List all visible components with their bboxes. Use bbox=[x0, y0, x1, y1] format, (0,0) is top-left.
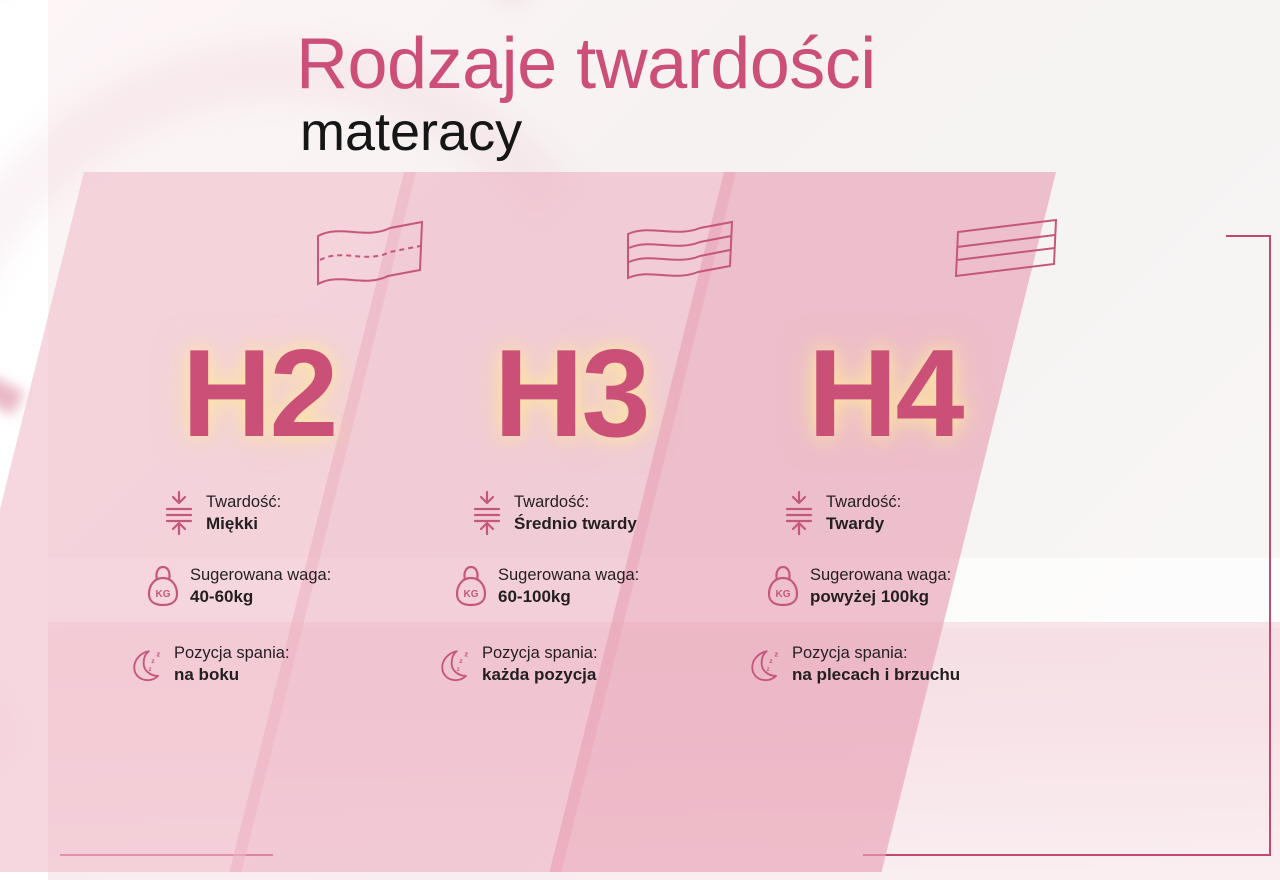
compression-arrows-icon bbox=[782, 490, 816, 536]
spec-label: Twardość: bbox=[826, 492, 902, 511]
spec-value: Miękki bbox=[206, 513, 258, 533]
spec-hardness-h4 bbox=[782, 490, 901, 536]
kettlebell-kg-icon bbox=[146, 564, 180, 608]
svg-text:z: z bbox=[151, 658, 155, 666]
page-title bbox=[296, 24, 876, 162]
spec-value: na boku bbox=[174, 664, 240, 684]
svg-text:z: z bbox=[156, 649, 161, 659]
svg-text:z: z bbox=[769, 658, 773, 666]
svg-text:z: z bbox=[464, 649, 469, 659]
spec-position-h4 bbox=[748, 642, 960, 686]
title-line-primary: Rodzaje twardości bbox=[296, 24, 876, 104]
spec-value: każda pozycja bbox=[482, 664, 597, 684]
spec-weight-h3 bbox=[454, 564, 639, 608]
spec-label: Sugerowana waga: bbox=[498, 565, 640, 584]
spec-hardness-h3 bbox=[470, 490, 637, 536]
kettlebell-kg-icon bbox=[766, 564, 800, 608]
spec-value: Twardy bbox=[826, 513, 885, 533]
hardness-code-h2: H2 bbox=[182, 325, 337, 463]
svg-text:z: z bbox=[774, 649, 779, 659]
kettlebell-kg-icon bbox=[454, 564, 488, 608]
svg-text:z: z bbox=[766, 666, 770, 673]
compression-arrows-icon bbox=[470, 490, 504, 536]
column-h4[interactable] bbox=[766, 172, 1110, 872]
title-line-secondary: materacy bbox=[300, 102, 523, 162]
compression-arrows-icon bbox=[162, 490, 196, 536]
spec-weight-h2 bbox=[146, 564, 331, 608]
spec-value: powyżej 100kg bbox=[810, 586, 930, 606]
spec-value: na plecach i brzuchu bbox=[792, 664, 961, 684]
spec-label: Pozycja spania: bbox=[792, 643, 908, 662]
hardness-code-h4: H4 bbox=[808, 325, 963, 463]
mattress-medium-icon bbox=[620, 214, 738, 303]
spec-value: 40-60kg bbox=[190, 586, 254, 606]
spec-weight-h4 bbox=[766, 564, 951, 608]
spec-label: Sugerowana waga: bbox=[190, 565, 332, 584]
moon-zzz-icon bbox=[130, 642, 164, 686]
spec-position-h2 bbox=[130, 642, 290, 686]
moon-zzz-icon bbox=[748, 642, 782, 686]
svg-text:KG: KG bbox=[155, 589, 171, 600]
spec-value: Średnio twardy bbox=[514, 513, 637, 533]
svg-text:KG: KG bbox=[463, 589, 479, 600]
mattress-soft-icon bbox=[310, 214, 428, 303]
svg-text:z: z bbox=[459, 658, 463, 666]
svg-text:z: z bbox=[456, 666, 460, 673]
spec-label: Sugerowana waga: bbox=[810, 565, 952, 584]
moon-zzz-icon bbox=[438, 642, 472, 686]
spec-value: 60-100kg bbox=[498, 586, 571, 606]
svg-text:z: z bbox=[148, 666, 152, 673]
hardness-code-h3: H3 bbox=[494, 325, 649, 463]
mattress-firm-icon bbox=[948, 214, 1066, 303]
spec-label: Pozycja spania: bbox=[174, 643, 290, 662]
svg-text:KG: KG bbox=[775, 589, 791, 600]
spec-hardness-h2 bbox=[162, 490, 281, 536]
column-h2[interactable] bbox=[130, 172, 470, 872]
column-h3[interactable] bbox=[448, 172, 788, 872]
spec-position-h3 bbox=[438, 642, 598, 686]
spec-label: Twardość: bbox=[514, 492, 590, 511]
spec-label: Pozycja spania: bbox=[482, 643, 598, 662]
spec-label: Twardość: bbox=[206, 492, 282, 511]
